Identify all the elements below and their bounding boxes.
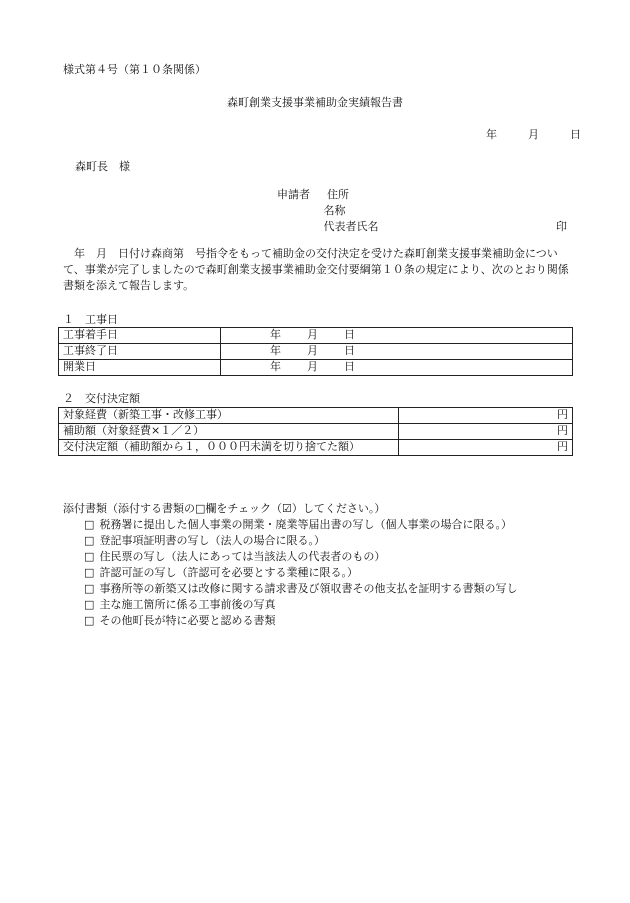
checkbox[interactable]: □ [84, 550, 95, 563]
report-body-text: 年 月 日付け森商第 号指令をもって補助金の交付決定を受けた森町創業支援事業補助金について、事業が完了しましたので森町創業支援事業補助金交付要綱第１０条の規定により、次のとおり関係書類を添えて報告します。 [63, 247, 569, 292]
date-cell[interactable]: 年 月 日 [221, 360, 573, 376]
checkbox[interactable]: □ [84, 534, 95, 547]
checkbox[interactable]: □ [84, 566, 95, 579]
table-row [59, 440, 573, 456]
checkbox[interactable]: □ [84, 518, 95, 531]
applicant-name-label: 名称 [323, 204, 346, 217]
form-number: 様式第４号（第１０条関係） [63, 63, 206, 76]
section1-heading: １ 工事日 [63, 313, 118, 326]
row-label: 開業日 [59, 360, 221, 376]
applicant-block [277, 188, 567, 236]
construction-dates-table [58, 327, 573, 376]
list-item: □ 登記事項証明書の写し（法人の場合に限る。） [84, 534, 325, 547]
table-row [59, 344, 573, 360]
document-title: 森町創業支援事業補助金実績報告書 [227, 96, 403, 109]
grant-amount-table [58, 407, 573, 456]
table-row [59, 360, 573, 376]
table-row [59, 328, 573, 344]
attachments-heading: 添付書類（添付する書類の□欄をチェック（☑）してください。） [63, 502, 386, 515]
amount-cell[interactable]: 円 [399, 440, 573, 456]
date-year: 年 [486, 128, 497, 141]
table-row [59, 424, 573, 440]
row-label: 対象経費（新築工事・改修工事） [59, 408, 399, 424]
row-label: 補助額（対象経費×１／２） [59, 424, 399, 440]
applicant-label: 申請者 [277, 188, 310, 201]
date-cell[interactable]: 年 月 日 [221, 328, 573, 344]
table-row [59, 408, 573, 424]
checkbox[interactable]: □ [84, 598, 95, 611]
section2-heading: ２ 交付決定額 [63, 392, 140, 405]
date-cell[interactable]: 年 月 日 [221, 344, 573, 360]
date-day: 日 [570, 128, 581, 141]
list-item: □ 住民票の写し（法人にあっては当該法人の代表者のもの） [84, 550, 386, 563]
applicant-address-label: 住所 [327, 188, 349, 201]
list-item: □ 主な施工箇所に係る工事前後の写真 [84, 598, 276, 611]
amount-cell[interactable]: 円 [399, 424, 573, 440]
addressee: 森町長 様 [75, 160, 130, 173]
list-item: □ その他町長が特に必要と認める書類 [84, 614, 276, 627]
row-label: 工事着手日 [59, 328, 221, 344]
list-item: □ 許認可証の写し（許認可を必要とする業種に限る。） [84, 566, 358, 579]
row-label: 工事終了日 [59, 344, 221, 360]
attachments-list [84, 518, 518, 630]
date-month: 月 [528, 128, 539, 141]
seal-mark: 印 [556, 220, 567, 233]
applicant-representative-label: 代表者氏名 [323, 220, 379, 233]
checkbox[interactable]: □ [84, 582, 95, 595]
list-item: □ 税務署に提出した個人事業の開業・廃業等届出書の写し（個人事業の場合に限る。） [84, 518, 512, 531]
checkbox[interactable]: □ [84, 614, 95, 627]
report-date [486, 128, 581, 143]
amount-cell[interactable]: 円 [399, 408, 573, 424]
row-label: 交付決定額（補助額から１，０００円未満を切り捨てた額） [59, 440, 399, 456]
list-item: □ 事務所等の新築又は改修に関する請求書及び領収書その他支払を証明する書類の写し [84, 582, 518, 595]
